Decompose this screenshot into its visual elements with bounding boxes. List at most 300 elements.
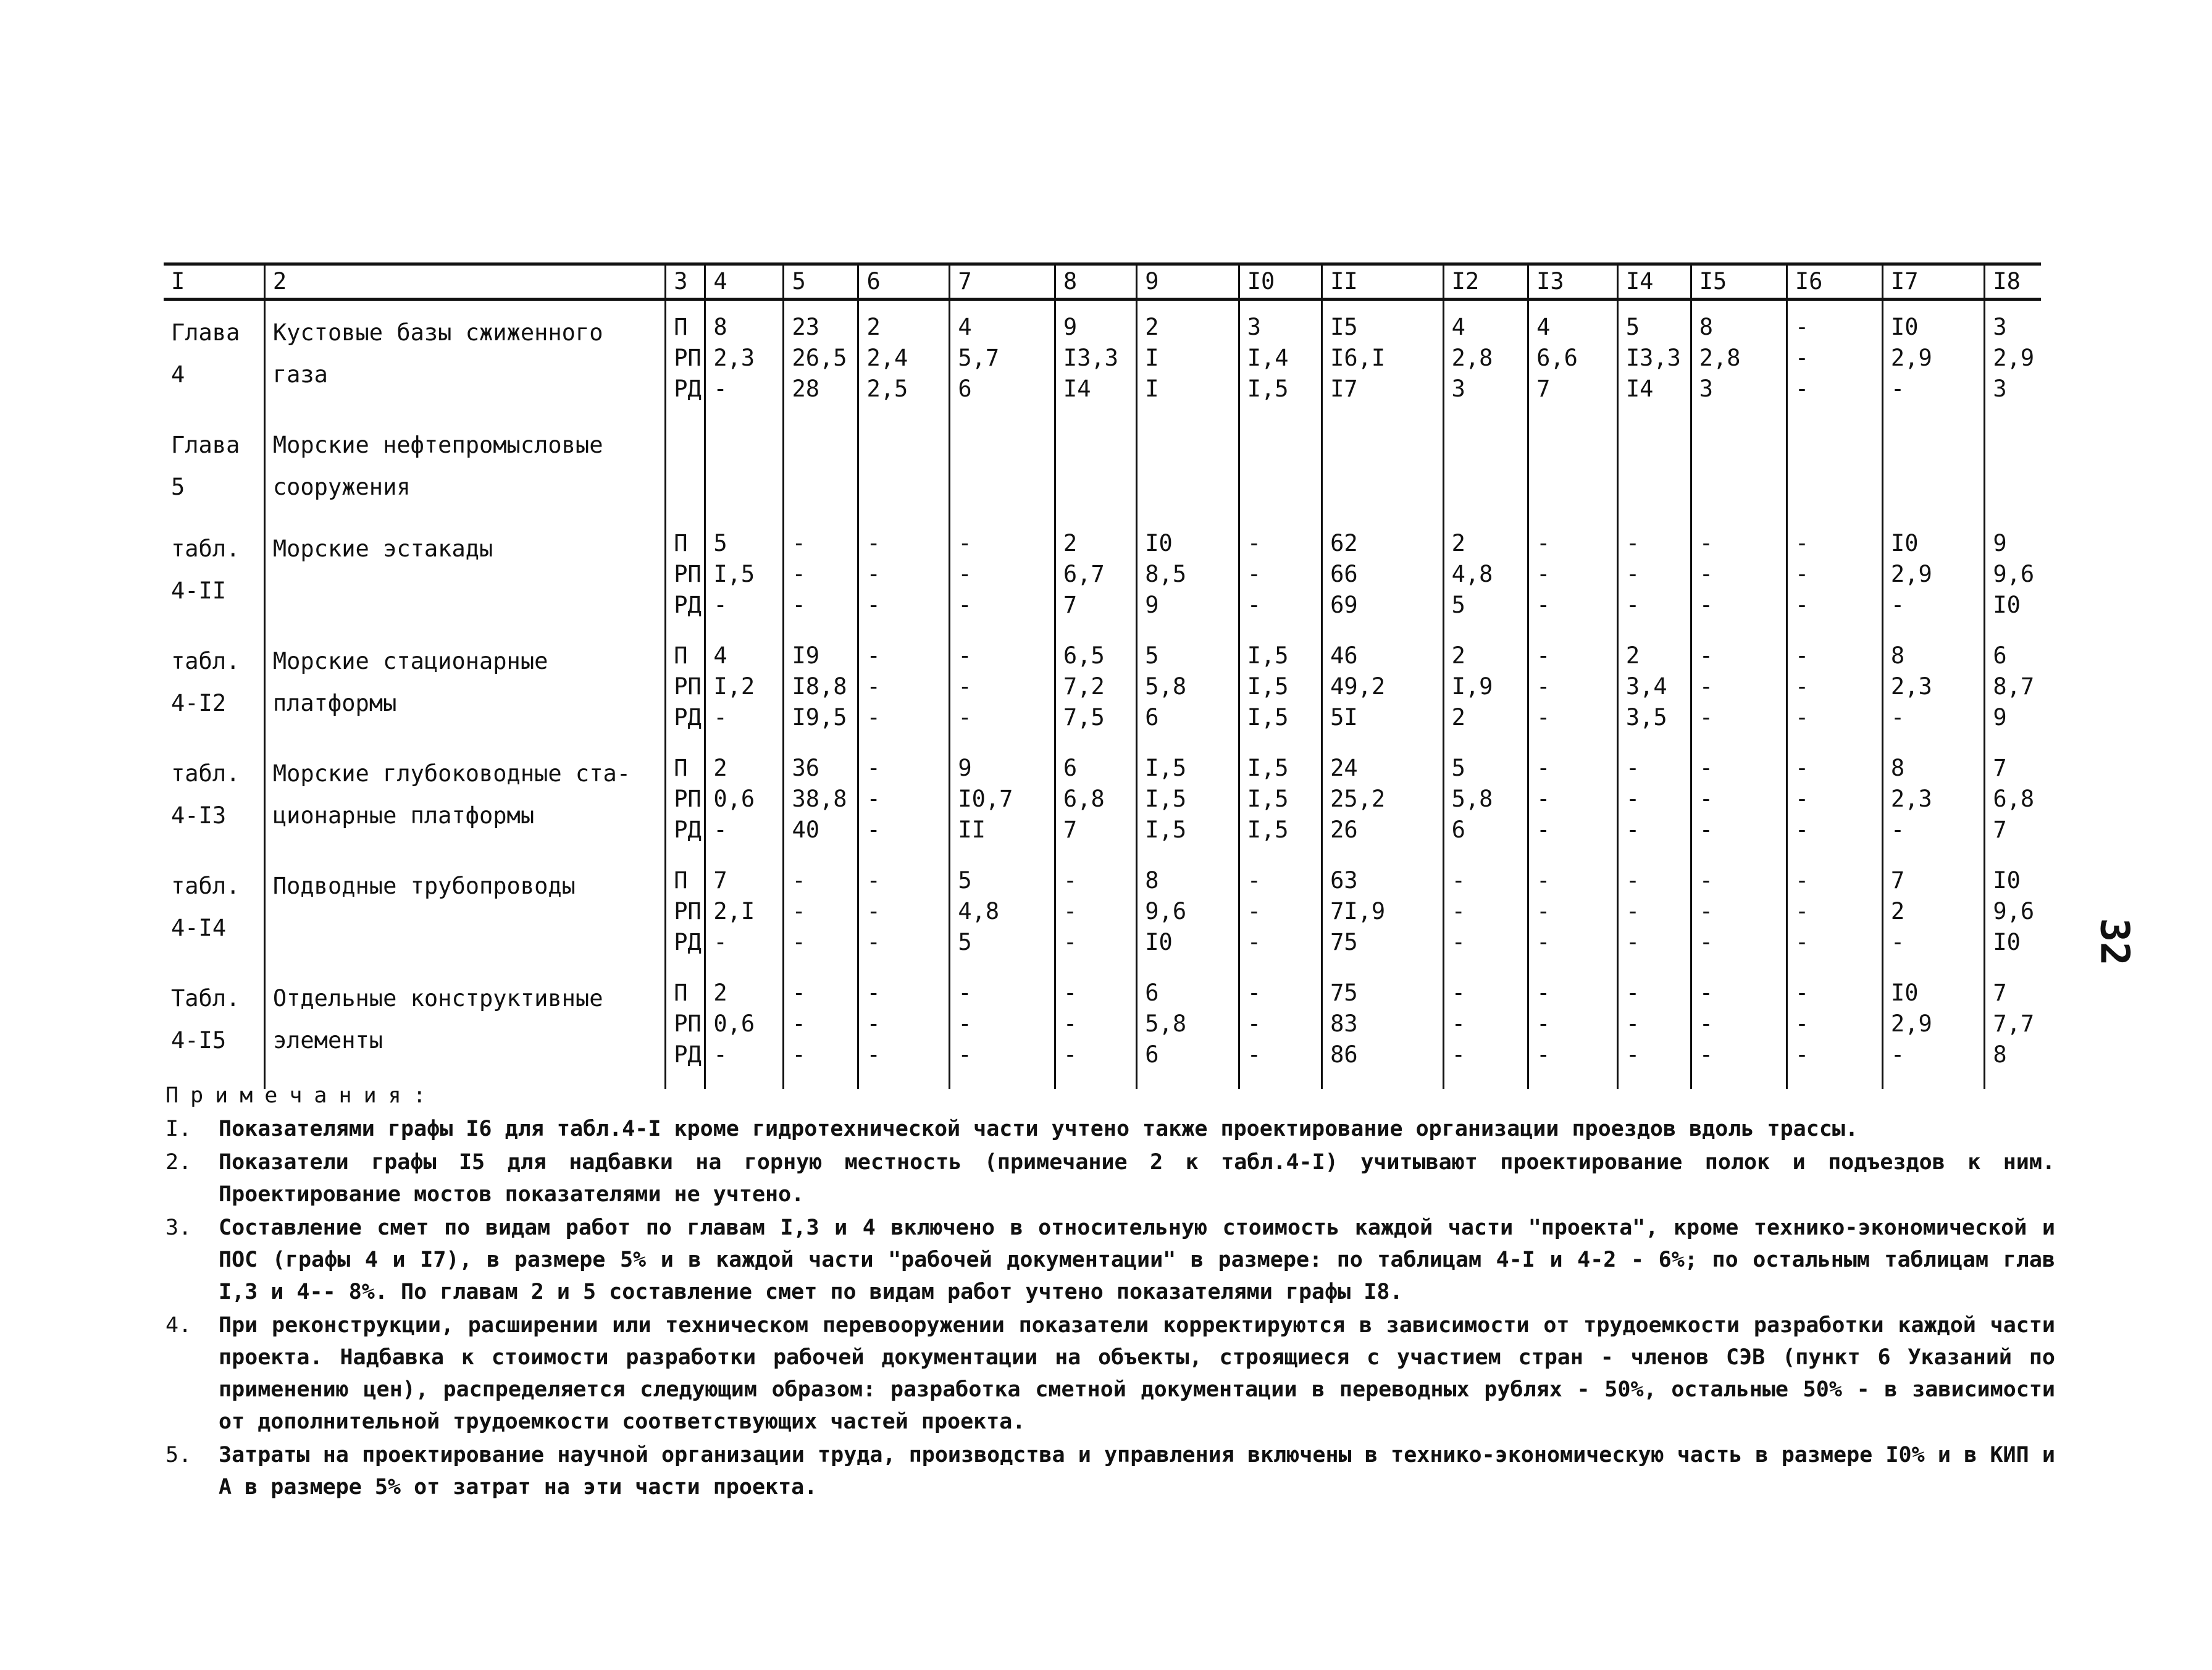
cell-value: 3 (1993, 314, 2007, 340)
name-cell (264, 742, 665, 854)
value-cell-col12 (1443, 629, 1528, 742)
cell-value: - (866, 530, 881, 556)
value-cell-col11 (1322, 413, 1443, 517)
cell-value: - (1699, 755, 1714, 781)
cell-value: 2,9 (1993, 345, 2035, 371)
cell-value: 6 (958, 376, 972, 402)
cell-value: - (1795, 980, 1809, 1006)
cell-value: I0 (1890, 530, 1919, 556)
cell-value: I,5 (1247, 755, 1289, 781)
cell-value: 3,5 (1625, 704, 1667, 731)
cell-value: - (713, 376, 727, 402)
cell-value: 2 (1451, 704, 1465, 731)
cell-value: 6 (1145, 704, 1159, 731)
cell-value: 26 (1330, 816, 1358, 843)
cell-value: 5 (713, 530, 727, 556)
cell-value: - (866, 898, 881, 925)
value-cell-col8 (1055, 413, 1136, 517)
cell-value: 7,2 (1063, 673, 1105, 700)
cell-value: 7,5 (1063, 704, 1105, 731)
cell-value: 3 (1699, 376, 1714, 402)
cell-value: 5 (958, 867, 972, 894)
cell-value: - (1247, 980, 1261, 1006)
cell-value: - (1890, 1041, 1905, 1068)
cell-value: - (1890, 592, 1905, 618)
cell-value: 24 (1330, 755, 1358, 781)
cell-value: - (1247, 561, 1261, 587)
name-cell (264, 854, 665, 967)
value-cell-col17 (1882, 967, 1984, 1089)
cell-value: - (958, 704, 972, 731)
cell-value: - (958, 642, 972, 669)
cell-value: 5 (958, 929, 972, 955)
value-cell-col10 (1239, 629, 1322, 742)
cell-value: - (1536, 755, 1551, 781)
cell-value: I,5 (1145, 816, 1187, 843)
value-cell-col9 (1137, 854, 1239, 967)
column-header-4: 4 (705, 264, 784, 300)
cell-value: - (1625, 816, 1640, 843)
column-header-18: I8 (1985, 264, 2041, 300)
stage-label: П (674, 755, 688, 781)
cell-value: 7 (1993, 980, 2007, 1006)
stage-label: РП (674, 673, 702, 700)
cell-value: 8 (713, 314, 727, 340)
value-cell-col9 (1137, 413, 1239, 517)
cell-value: - (1063, 929, 1078, 955)
value-cell-col6 (858, 742, 950, 854)
cell-value: - (1536, 867, 1551, 894)
name-cell-line: Кустовые базы сжиженного (272, 319, 603, 346)
cell-value: 6 (1145, 1041, 1159, 1068)
cost-table (164, 262, 2041, 1089)
cell-value: 0,6 (713, 786, 755, 812)
table-row-t415 (164, 967, 2041, 1089)
cell-value: 2,8 (1451, 345, 1493, 371)
cell-value: - (1795, 898, 1809, 925)
value-cell-col6 (858, 300, 950, 414)
column-header-11: II (1322, 264, 1443, 300)
cell-value: I,5 (1247, 673, 1289, 700)
cell-value: - (1063, 980, 1078, 1006)
cell-value: - (1625, 929, 1640, 955)
stage-label: РП (674, 345, 702, 371)
cell-value: - (1536, 642, 1551, 669)
value-cell-col16 (1787, 742, 1882, 854)
value-cell-col5 (784, 413, 858, 517)
chapter-cell-line: табл. (171, 873, 240, 899)
cell-value: - (1699, 929, 1714, 955)
cell-value: - (1451, 867, 1465, 894)
note-item (165, 1439, 2055, 1503)
value-cell-col16 (1787, 517, 1882, 629)
column-header-2: 2 (264, 264, 665, 300)
value-cell-col8 (1055, 629, 1136, 742)
cell-value: 23 (792, 314, 820, 340)
cell-value: - (1625, 786, 1640, 812)
cell-value: - (866, 642, 881, 669)
stage-label: РД (674, 816, 702, 843)
name-cell-line: газа (272, 361, 328, 388)
value-cell-col5 (784, 300, 858, 414)
cell-value: 8 (1699, 314, 1714, 340)
cell-value: I0 (1890, 314, 1919, 340)
cell-value: - (792, 561, 806, 587)
cell-value: - (1247, 898, 1261, 925)
cell-value: 25,2 (1330, 786, 1386, 812)
value-cell-col8 (1055, 967, 1136, 1089)
value-cell-col7 (950, 517, 1055, 629)
cell-value: - (1536, 929, 1551, 955)
cell-value: 6 (1451, 816, 1465, 843)
cell-value: 5,8 (1145, 673, 1187, 700)
cell-value: - (1795, 376, 1809, 402)
chapter-cell (164, 967, 264, 1089)
value-cell-col7 (950, 854, 1055, 967)
cell-value: - (1890, 376, 1905, 402)
cell-value: I7 (1330, 376, 1358, 402)
cell-value: - (1890, 704, 1905, 731)
value-cell-col8 (1055, 854, 1136, 967)
column-header-13: I3 (1528, 264, 1618, 300)
value-cell-col7 (950, 413, 1055, 517)
cell-value: 2 (713, 980, 727, 1006)
value-cell-col18 (1985, 854, 2041, 967)
cell-value: - (792, 898, 806, 925)
cell-value: - (1795, 755, 1809, 781)
value-cell-col5 (784, 517, 858, 629)
note-text: Показателями графы I6 для табл.4-I кроме гидротехнической части учтено также проектирование организации проездов вдоль трассы. (219, 1117, 1859, 1141)
cell-value: - (792, 929, 806, 955)
value-cell-col5 (784, 742, 858, 854)
cell-value: - (1063, 867, 1078, 894)
cell-value: 5 (1451, 755, 1465, 781)
cell-value: - (1699, 673, 1714, 700)
cell-value: 2 (866, 314, 881, 340)
cell-value: - (1536, 980, 1551, 1006)
value-cell-col11 (1322, 967, 1443, 1089)
cell-value: - (1451, 929, 1465, 955)
value-cell-col5 (784, 967, 858, 1089)
cell-value: 4 (1451, 314, 1465, 340)
cell-value: - (1625, 898, 1640, 925)
cell-value: 2,9 (1890, 1010, 1932, 1037)
cell-value: - (1890, 816, 1905, 843)
value-cell-col15 (1691, 300, 1787, 414)
cell-value: I,9 (1451, 673, 1493, 700)
cell-value: I0 (1993, 592, 2021, 618)
cell-value: - (1536, 898, 1551, 925)
chapter-cell-line: 4-I4 (171, 915, 227, 941)
table-row-t413 (164, 742, 2041, 854)
cell-value: 3 (1247, 314, 1261, 340)
note-item (165, 1113, 2055, 1145)
cell-value: 5 (1625, 314, 1640, 340)
value-cell-col9 (1137, 629, 1239, 742)
column-header-9: 9 (1137, 264, 1239, 300)
cell-value: 7 (713, 867, 727, 894)
value-cell-col4 (705, 967, 784, 1089)
cell-value: 2 (1890, 898, 1905, 925)
name-cell-line: Отдельные конструктивные (272, 985, 603, 1012)
note-number: 4. (165, 1313, 192, 1338)
cell-value: - (1795, 345, 1809, 371)
cell-value: - (713, 929, 727, 955)
value-cell-col12 (1443, 517, 1528, 629)
chapter-cell (164, 413, 264, 517)
cell-value: 7,7 (1993, 1010, 2035, 1037)
cell-value: 3 (1993, 376, 2007, 402)
cell-value: I,5 (1247, 376, 1289, 402)
cell-value: - (1536, 816, 1551, 843)
cell-value: I8,8 (792, 673, 847, 700)
value-cell-col18 (1985, 967, 2041, 1089)
value-cell-col11 (1322, 629, 1443, 742)
value-cell-col16 (1787, 629, 1882, 742)
cell-value: - (1536, 786, 1551, 812)
table-row-ch4 (164, 300, 2041, 414)
notes-title: Примечания: (165, 1083, 438, 1108)
cell-value: - (1625, 530, 1640, 556)
cell-value: - (1247, 929, 1261, 955)
value-cell-col18 (1985, 742, 2041, 854)
value-cell-col13 (1528, 413, 1618, 517)
cell-value: 4 (713, 642, 727, 669)
cell-value: - (1625, 561, 1640, 587)
chapter-cell (164, 742, 264, 854)
name-cell-line: Морские нефтепромысловые (272, 432, 603, 458)
cell-value: 0,6 (713, 1010, 755, 1037)
note-item (165, 1212, 2055, 1308)
cell-value: 8,7 (1993, 673, 2035, 700)
cell-value: I,5 (1247, 704, 1289, 731)
cell-value: 38,8 (792, 786, 847, 812)
cell-value: 8 (1145, 867, 1159, 894)
chapter-cell-line: 4-II (171, 577, 227, 604)
cell-value: - (1699, 980, 1714, 1006)
cell-value: - (1699, 1041, 1714, 1068)
cell-value: - (792, 1041, 806, 1068)
value-cell-col15 (1691, 967, 1787, 1089)
value-cell-col9 (1137, 742, 1239, 854)
cell-value: - (1451, 1010, 1465, 1037)
name-cell-line: сооружения (272, 474, 411, 500)
cell-value: 2 (1063, 530, 1078, 556)
cell-value: 66 (1330, 561, 1358, 587)
cell-value: - (866, 867, 881, 894)
cell-value: 6 (1993, 642, 2007, 669)
cell-value: - (713, 592, 727, 618)
value-cell-col17 (1882, 742, 1984, 854)
cell-value: - (1699, 786, 1714, 812)
cell-value: 7 (1993, 816, 2007, 843)
cell-value: I4 (1063, 376, 1091, 402)
table-header-row (164, 264, 2041, 300)
cell-value: 6 (1145, 980, 1159, 1006)
stage-label: П (674, 530, 688, 556)
stage-label: П (674, 980, 688, 1006)
column-header-5: 5 (784, 264, 858, 300)
note-text: Составление смет по видам работ по главам I,3 и 4 включено в относительную стоимость каждой части "проекта", кроме технико-экономической и ПОС (графы 4 и I7), в размере 5% и в каждой части "рабочей документации" в размере: по таблицам 4-I и 4-2 - 6%; по остальным таблицам глав I,3 и 4-- 8%. По главам 2 и 5 составление смет по видам работ учтено показателями графы I8. (219, 1215, 2055, 1304)
chapter-cell-line: Табл. (171, 985, 240, 1012)
value-cell-col6 (858, 967, 950, 1089)
name-cell-line: платформы (272, 690, 397, 716)
cell-value: 7 (1890, 867, 1905, 894)
cell-value: - (1536, 592, 1551, 618)
stage-label: РП (674, 561, 702, 587)
cell-value: - (1795, 1041, 1809, 1068)
cell-value: 28 (792, 376, 820, 402)
note-item (165, 1146, 2055, 1211)
cell-value: 26,5 (792, 345, 847, 371)
cell-value: 4,8 (1451, 561, 1493, 587)
chapter-cell-line: 4 (171, 361, 185, 388)
cell-value: - (1536, 561, 1551, 587)
cell-value: - (1063, 898, 1078, 925)
cell-value: I,4 (1247, 345, 1289, 371)
cell-value: - (958, 592, 972, 618)
cell-value: 6 (1063, 755, 1078, 781)
stage-label: РД (674, 929, 702, 955)
cell-value: I6,I (1330, 345, 1386, 371)
cell-value: I (1145, 345, 1159, 371)
cell-value: - (713, 704, 727, 731)
cell-value: - (866, 980, 881, 1006)
value-cell-col10 (1239, 413, 1322, 517)
value-cell-col18 (1985, 413, 2041, 517)
cell-value: - (792, 592, 806, 618)
value-cell-col18 (1985, 517, 2041, 629)
cell-value: - (958, 980, 972, 1006)
cell-value: - (1451, 1041, 1465, 1068)
cell-value: - (958, 1041, 972, 1068)
stage-cell (666, 517, 705, 629)
cell-value: - (1247, 867, 1261, 894)
cell-value: - (1795, 704, 1809, 731)
cell-value: - (866, 704, 881, 731)
cell-value: - (1699, 898, 1714, 925)
column-header-14: I4 (1617, 264, 1691, 300)
column-header-17: I7 (1882, 264, 1984, 300)
cell-value: - (713, 816, 727, 843)
note-text: При реконструкции, расширении или техническом перевооружении показатели корректируются в зависимости от трудоемкости разработки каждой части проекта. Надбавка к стоимости разработки рабочей документации на объекты, строящиеся с участием стран - членов СЭВ (пункт 6 Указаний по применению цен), распределяется следующим образом: разработка сметной документации в переводных рублях - 50%, остальные 50% - в зависимости от дополнительной трудоемкости соответствующих частей проекта. (219, 1313, 2055, 1434)
cell-value: I,5 (1247, 786, 1289, 812)
cell-value: - (958, 530, 972, 556)
column-header-10: I0 (1239, 264, 1322, 300)
cell-value: I,5 (1145, 786, 1187, 812)
cell-value: 9 (1993, 704, 2007, 731)
cell-value: - (866, 1010, 881, 1037)
column-header-16: I6 (1787, 264, 1882, 300)
cell-value: - (1795, 561, 1809, 587)
name-cell-line: Морские стационарные (272, 648, 548, 674)
cell-value: 9,6 (1993, 561, 2035, 587)
table-row-t412 (164, 629, 2041, 742)
cell-value: I3,3 (1625, 345, 1681, 371)
cell-value: 9 (1063, 314, 1078, 340)
value-cell-col7 (950, 742, 1055, 854)
cell-value: 2,9 (1890, 345, 1932, 371)
cell-value: 5,7 (958, 345, 1000, 371)
table-row-t411 (164, 517, 2041, 629)
name-cell-line: Подводные трубопроводы (272, 873, 576, 899)
cell-value: I,2 (713, 673, 755, 700)
cell-value: 86 (1330, 1041, 1358, 1068)
cell-value: - (866, 561, 881, 587)
value-cell-col4 (705, 300, 784, 414)
cell-value: 4 (1536, 314, 1551, 340)
stage-label: П (674, 642, 688, 669)
value-cell-col9 (1137, 967, 1239, 1089)
notes-section (165, 1080, 2055, 1504)
column-header-3: 3 (666, 264, 705, 300)
table-row-t414 (164, 854, 2041, 967)
value-cell-col11 (1322, 300, 1443, 414)
value-cell-col12 (1443, 742, 1528, 854)
cell-value: 6,5 (1063, 642, 1105, 669)
value-cell-col17 (1882, 300, 1984, 414)
cell-value: 36 (792, 755, 820, 781)
table-row-ch5 (164, 413, 2041, 517)
cell-value: - (958, 561, 972, 587)
cell-value: - (1699, 816, 1714, 843)
cell-value: 2 (1451, 642, 1465, 669)
cell-value: I (1145, 376, 1159, 402)
value-cell-col4 (705, 854, 784, 967)
chapter-cell-line: 4-I3 (171, 802, 227, 829)
note-number: 2. (165, 1150, 192, 1175)
cell-value: - (1795, 530, 1809, 556)
value-cell-col12 (1443, 413, 1528, 517)
cell-value: 2 (1451, 530, 1465, 556)
cell-value: - (866, 786, 881, 812)
cell-value: - (958, 1010, 972, 1037)
value-cell-col13 (1528, 854, 1618, 967)
stage-cell (666, 967, 705, 1089)
cell-value: 9 (1145, 592, 1159, 618)
cell-value: - (1699, 642, 1714, 669)
stage-label: П (674, 867, 688, 894)
cell-value: 4,8 (958, 898, 1000, 925)
value-cell-col5 (784, 629, 858, 742)
value-cell-col6 (858, 517, 950, 629)
cell-value: 8 (1993, 1041, 2007, 1068)
cell-value: 62 (1330, 530, 1358, 556)
stage-label: РП (674, 786, 702, 812)
cell-value: - (866, 929, 881, 955)
value-cell-col14 (1617, 413, 1691, 517)
name-cell (264, 967, 665, 1089)
chapter-cell-line: табл. (171, 760, 240, 787)
cell-value: 7 (1536, 376, 1551, 402)
cell-value: 9,6 (1145, 898, 1187, 925)
cell-value: I0 (1890, 980, 1919, 1006)
cell-value: 40 (792, 816, 820, 843)
value-cell-col16 (1787, 300, 1882, 414)
column-header-12: I2 (1443, 264, 1528, 300)
cell-value: - (792, 530, 806, 556)
cell-value: - (792, 1010, 806, 1037)
chapter-cell (164, 854, 264, 967)
name-cell (264, 517, 665, 629)
value-cell-col17 (1882, 854, 1984, 967)
value-cell-col10 (1239, 517, 1322, 629)
value-cell-col13 (1528, 967, 1618, 1089)
value-cell-col17 (1882, 413, 1984, 517)
value-cell-col13 (1528, 742, 1618, 854)
cell-value: 83 (1330, 1010, 1358, 1037)
cell-value: 3,4 (1625, 673, 1667, 700)
